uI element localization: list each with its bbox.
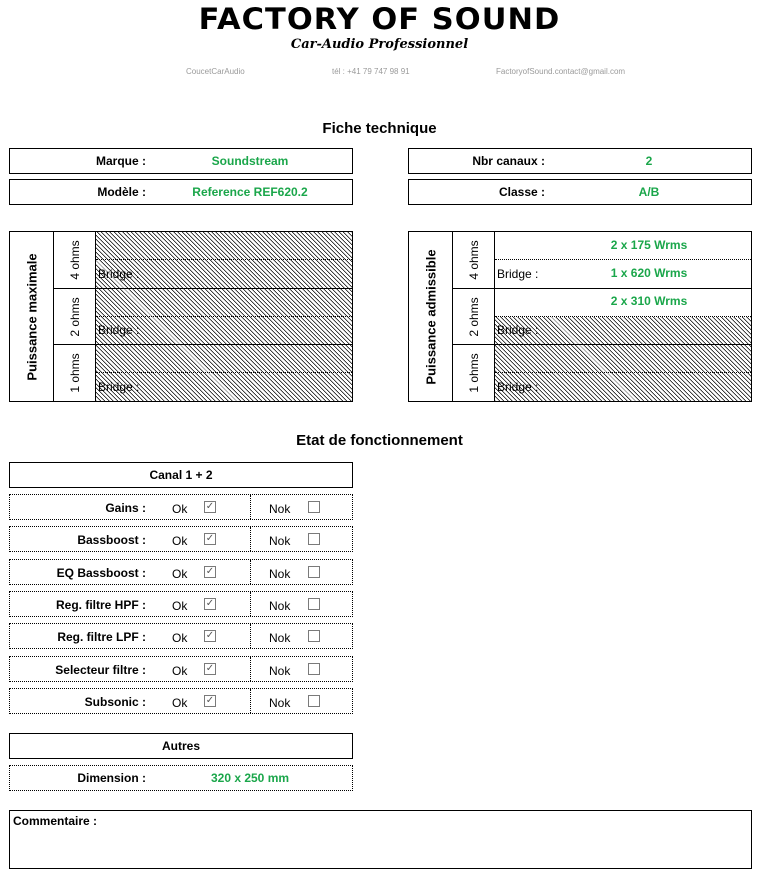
ok-checkbox[interactable]: ✓ bbox=[205, 598, 215, 609]
brand-title: FACTORY OF SOUND bbox=[198, 2, 561, 36]
modele-label: Modèle : bbox=[97, 185, 146, 199]
check-row bbox=[9, 494, 353, 520]
pa-stereo-4: 2 x 175 Wrms bbox=[610, 238, 688, 252]
contact-name: CoucetCarAudio bbox=[186, 67, 245, 76]
pm-ohms-2: 2 ohms bbox=[67, 296, 82, 337]
check-label: Selecteur filtre : bbox=[55, 663, 146, 677]
check-label: Gains : bbox=[105, 501, 146, 515]
nok-label: Nok bbox=[269, 664, 291, 678]
pm-ohms-1: 1 ohms bbox=[67, 353, 82, 393]
fiche-title: Fiche technique bbox=[322, 120, 437, 137]
pa-ohms-2: 2 ohms bbox=[466, 296, 481, 337]
ok-checkbox[interactable]: ✓ bbox=[205, 533, 215, 544]
check-row bbox=[9, 591, 353, 617]
nok-label: Nok bbox=[269, 696, 291, 710]
nok-checkbox[interactable] bbox=[308, 630, 320, 642]
ok-label: Ok bbox=[172, 664, 188, 678]
nok-label: Nok bbox=[269, 502, 291, 516]
ok-label: Ok bbox=[172, 631, 188, 645]
ok-checkbox[interactable]: ✓ bbox=[205, 566, 215, 577]
check-separator bbox=[250, 592, 251, 616]
pa-stereo-2: 2 x 310 Wrms bbox=[610, 294, 688, 308]
dimension-value: 320 x 250 mm bbox=[210, 771, 290, 785]
check-row bbox=[9, 688, 353, 714]
autres-header-label: Autres bbox=[161, 739, 200, 753]
check-label: Bassboost : bbox=[77, 533, 146, 547]
nok-checkbox[interactable] bbox=[308, 566, 320, 578]
dimension-label: Dimension : bbox=[77, 771, 146, 785]
ok-label: Ok bbox=[172, 567, 188, 581]
contact-phone: tél : +41 79 747 98 91 bbox=[332, 67, 410, 76]
canaux-label: Nbr canaux : bbox=[472, 154, 545, 168]
puissance-admissible-table bbox=[408, 231, 752, 402]
ok-label: Ok bbox=[172, 599, 188, 613]
pa-bridge-1: Bridge : bbox=[497, 380, 539, 394]
etat-title: Etat de fonctionnement bbox=[296, 432, 463, 449]
marque-label: Marque : bbox=[95, 154, 146, 168]
marque-row bbox=[9, 148, 353, 174]
pa-ohms-1: 1 ohms bbox=[466, 353, 481, 393]
autres-header bbox=[9, 733, 353, 759]
commentaire-box[interactable] bbox=[9, 810, 752, 869]
pm-ohms-4: 4 ohms bbox=[67, 240, 82, 280]
classe-row bbox=[408, 179, 752, 205]
nok-checkbox[interactable] bbox=[308, 695, 320, 707]
pm-bridge-2: Bridge : bbox=[98, 323, 140, 337]
nok-label: Nok bbox=[269, 599, 291, 613]
ok-checkbox[interactable]: ✓ bbox=[205, 501, 215, 512]
pa-bridge-4: Bridge : bbox=[497, 267, 539, 281]
check-separator bbox=[250, 657, 251, 681]
pm-bridge-4: Bridge : bbox=[98, 267, 140, 281]
marque-value: Soundstream bbox=[211, 154, 289, 168]
ok-checkbox[interactable]: ✓ bbox=[205, 663, 215, 674]
canaux-row bbox=[408, 148, 752, 174]
check-label: EQ Bassboost : bbox=[56, 566, 146, 580]
nok-checkbox[interactable] bbox=[308, 533, 320, 545]
ok-label: Ok bbox=[172, 696, 188, 710]
classe-value: A/B bbox=[638, 185, 660, 199]
nok-label: Nok bbox=[269, 567, 291, 581]
puissance-admissible-title: Puissance admissible bbox=[423, 248, 438, 385]
ok-checkbox[interactable]: ✓ bbox=[205, 630, 215, 641]
check-label: Reg. filtre LPF : bbox=[57, 630, 146, 644]
commentaire-label: Commentaire : bbox=[13, 814, 98, 828]
modele-value: Reference REF620.2 bbox=[192, 185, 308, 199]
check-label: Subsonic : bbox=[84, 695, 146, 709]
puissance-maximale-title-cell bbox=[10, 232, 53, 401]
puissance-maximale-table bbox=[9, 231, 353, 402]
check-separator bbox=[250, 560, 251, 584]
check-row bbox=[9, 559, 353, 585]
modele-row bbox=[9, 179, 353, 205]
check-separator bbox=[250, 689, 251, 713]
contact-email: FactoryofSound.contact@gmail.com bbox=[496, 67, 626, 76]
ok-label: Ok bbox=[172, 534, 188, 548]
pa-bridge-2: Bridge : bbox=[497, 323, 539, 337]
pa-ohms-4: 4 ohms bbox=[466, 240, 481, 280]
check-separator bbox=[250, 495, 251, 519]
dimension-row bbox=[9, 765, 353, 791]
pa-bridge-value-4: 1 x 620 Wrms bbox=[610, 266, 688, 280]
ok-checkbox[interactable]: ✓ bbox=[205, 695, 215, 706]
check-row bbox=[9, 656, 353, 682]
nok-label: Nok bbox=[269, 631, 291, 645]
canaux-value: 2 bbox=[645, 154, 653, 168]
puissance-admissible-title-cell bbox=[409, 232, 452, 401]
pm-bridge-1: Bridge : bbox=[98, 380, 140, 394]
classe-label: Classe : bbox=[498, 185, 545, 199]
canal-header bbox=[9, 462, 353, 488]
check-row bbox=[9, 623, 353, 649]
check-separator bbox=[250, 527, 251, 551]
check-label: Reg. filtre HPF : bbox=[55, 598, 146, 612]
canal-header-label: Canal 1 + 2 bbox=[149, 468, 213, 482]
check-row bbox=[9, 526, 353, 552]
nok-checkbox[interactable] bbox=[308, 663, 320, 675]
puissance-maximale-title: Puissance maximale bbox=[24, 252, 39, 381]
nok-checkbox[interactable] bbox=[308, 598, 320, 610]
brand-tagline: Car-Audio Professionnel bbox=[290, 37, 469, 52]
nok-checkbox[interactable] bbox=[308, 501, 320, 513]
nok-label: Nok bbox=[269, 534, 291, 548]
check-separator bbox=[250, 624, 251, 648]
ok-label: Ok bbox=[172, 502, 188, 516]
